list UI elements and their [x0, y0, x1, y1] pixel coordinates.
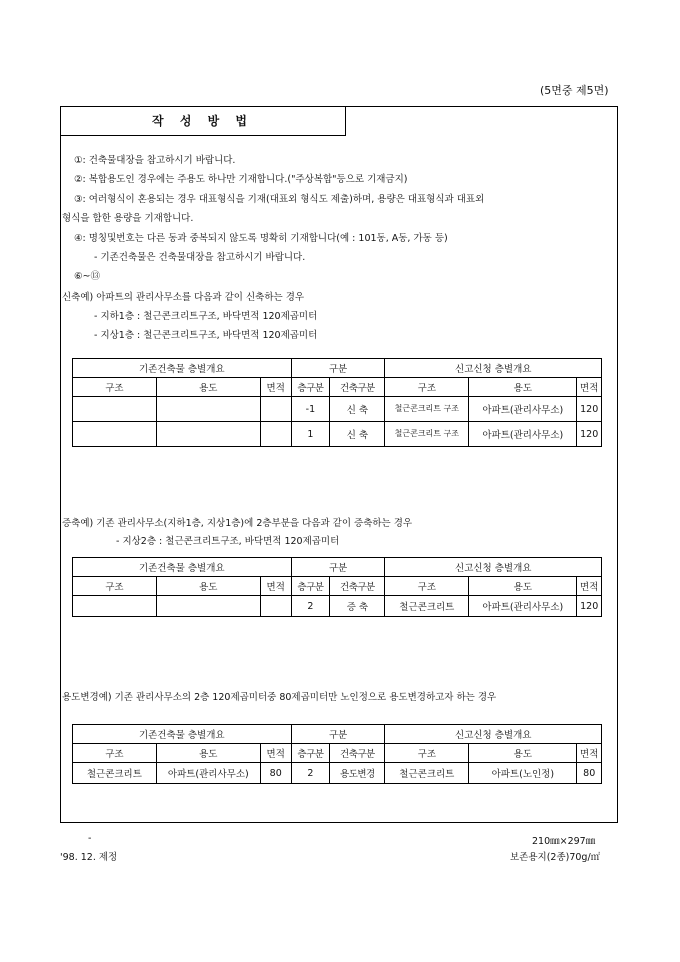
- example-extension-heading: 증축예) 기존 관리사무소(지하1층, 지상1층)에 2층부분을 다음과 같이 증축하는 경우: [62, 518, 413, 529]
- header-division: 구분: [291, 359, 385, 378]
- header-new: 신고신청 층별개요: [385, 725, 602, 744]
- footer-dash: -: [88, 833, 92, 844]
- cell: 1: [291, 422, 330, 447]
- header-new: 신고신청 층별개요: [385, 558, 602, 577]
- cell: 철근콘크리트: [385, 596, 469, 617]
- col-header: 면적: [577, 378, 602, 397]
- note-3-cont: 형식을 합한 용량을 기재합니다.: [62, 213, 194, 224]
- col-header: 면적: [260, 378, 291, 397]
- note-1: ①: 건축물대장을 참고하시기 바랍니다.: [74, 155, 236, 166]
- cell: 아파트(관리사무소): [469, 596, 577, 617]
- col-header: 면적: [260, 577, 291, 596]
- footer-paper-type: 보존용지(2종)70g/㎡: [510, 852, 601, 863]
- header-existing: 기존건축물 층별개요: [73, 359, 292, 378]
- cell: 철근콘크리트 구조: [385, 422, 469, 447]
- col-header: 구조: [73, 378, 157, 397]
- cell: 아파트(관리사무소): [469, 397, 577, 422]
- col-header: 면적: [577, 744, 602, 763]
- cell: [156, 422, 260, 447]
- note-2: ②: 복합용도인 경우에는 주용도 하나만 기재합니다.("주상복합"등으로 기재금지): [74, 174, 408, 185]
- header-division: 구분: [291, 558, 385, 577]
- col-header: 층구분: [291, 744, 330, 763]
- cell: [260, 397, 291, 422]
- col-header: 건축구분: [330, 744, 385, 763]
- col-header: 면적: [577, 577, 602, 596]
- header-existing: 기존건축물 층별개요: [73, 558, 292, 577]
- cell: [156, 397, 260, 422]
- table-row: [73, 596, 602, 617]
- example-extension-item: - 지상2층 : 철근콘크리트구조, 바닥면적 120제곱미터: [116, 536, 340, 547]
- col-header: 구조: [73, 577, 157, 596]
- col-header: 건축구분: [330, 577, 385, 596]
- cell: -1: [291, 397, 330, 422]
- col-header: 층구분: [291, 577, 330, 596]
- col-header: 구조: [385, 378, 469, 397]
- form-title: 작 성 방 법: [60, 106, 346, 136]
- col-header: 용도: [156, 378, 260, 397]
- cell: 철근콘크리트: [385, 763, 469, 784]
- col-header: 용도: [156, 577, 260, 596]
- cell: [73, 596, 157, 617]
- col-header: 건축구분: [330, 378, 385, 397]
- example-new-heading: 신축예) 아파트의 관리사무소를 다음과 같이 신축하는 경우: [62, 292, 305, 303]
- footer-paper-size: 210㎜×297㎜: [532, 836, 596, 847]
- cell: 아파트(관리사무소): [469, 422, 577, 447]
- cell: 철근콘크리트 구조: [385, 397, 469, 422]
- table-new-construction: [72, 358, 602, 447]
- cell: 120: [577, 397, 602, 422]
- cell: [260, 596, 291, 617]
- table-row: [73, 422, 602, 447]
- cell: [73, 422, 157, 447]
- cell: 120: [577, 596, 602, 617]
- table-row: [73, 397, 602, 422]
- col-header: 층구분: [291, 378, 330, 397]
- note-4: ④: 명칭및번호는 다른 동과 중복되지 않도록 명확히 기재합니다(예 : 101동, A동, 가동 등): [74, 233, 448, 244]
- col-header: 용도: [156, 744, 260, 763]
- cell: 철근콘크리트: [73, 763, 157, 784]
- cell: 용도변경: [330, 763, 385, 784]
- page-number: (5면중 제5면): [540, 84, 609, 97]
- table-extension: [72, 557, 602, 617]
- col-header: 면적: [260, 744, 291, 763]
- cell: [260, 422, 291, 447]
- note-6-13: ⑥~⑬: [74, 271, 100, 282]
- example-new-item: - 지하1층 : 철근콘크리트구조, 바닥면적 120제곱미터: [94, 311, 318, 322]
- cell: 아파트(노인정): [469, 763, 577, 784]
- cell: 신 축: [330, 397, 385, 422]
- note-3: ③: 여러형식이 혼용되는 경우 대표형식을 기재(대표외 형식도 제출)하며, 용량은 대표형식과 대표외: [74, 194, 485, 205]
- footer-enacted-date: '98. 12. 제정: [60, 852, 118, 863]
- header-existing: 기존건축물 층별개요: [73, 725, 292, 744]
- cell: [73, 397, 157, 422]
- cell: [156, 596, 260, 617]
- col-header: 용도: [469, 744, 577, 763]
- cell: 80: [260, 763, 291, 784]
- col-header: 구조: [385, 577, 469, 596]
- note-4-sub: - 기존건축물은 건축물대장을 참고하시기 바랍니다.: [94, 252, 306, 263]
- example-new-item: - 지상1층 : 철근콘크리트구조, 바닥면적 120제곱미터: [94, 330, 318, 341]
- header-new: 신고신청 층별개요: [385, 359, 602, 378]
- header-division: 구분: [291, 725, 385, 744]
- cell: 120: [577, 422, 602, 447]
- col-header: 구조: [385, 744, 469, 763]
- example-usechange-heading: 용도변경예) 기존 관리사무소의 2층 120제곱미터중 80제곱미터만 노인정으로 용도변경하고자 하는 경우: [62, 692, 497, 703]
- cell: 아파트(관리사무소): [156, 763, 260, 784]
- cell: 신 축: [330, 422, 385, 447]
- cell: 2: [291, 596, 330, 617]
- col-header: 용도: [469, 577, 577, 596]
- cell: 증 축: [330, 596, 385, 617]
- cell: 2: [291, 763, 330, 784]
- col-header: 용도: [469, 378, 577, 397]
- col-header: 구조: [73, 744, 157, 763]
- table-row: [73, 763, 602, 784]
- table-use-change: [72, 724, 602, 784]
- cell: 80: [577, 763, 602, 784]
